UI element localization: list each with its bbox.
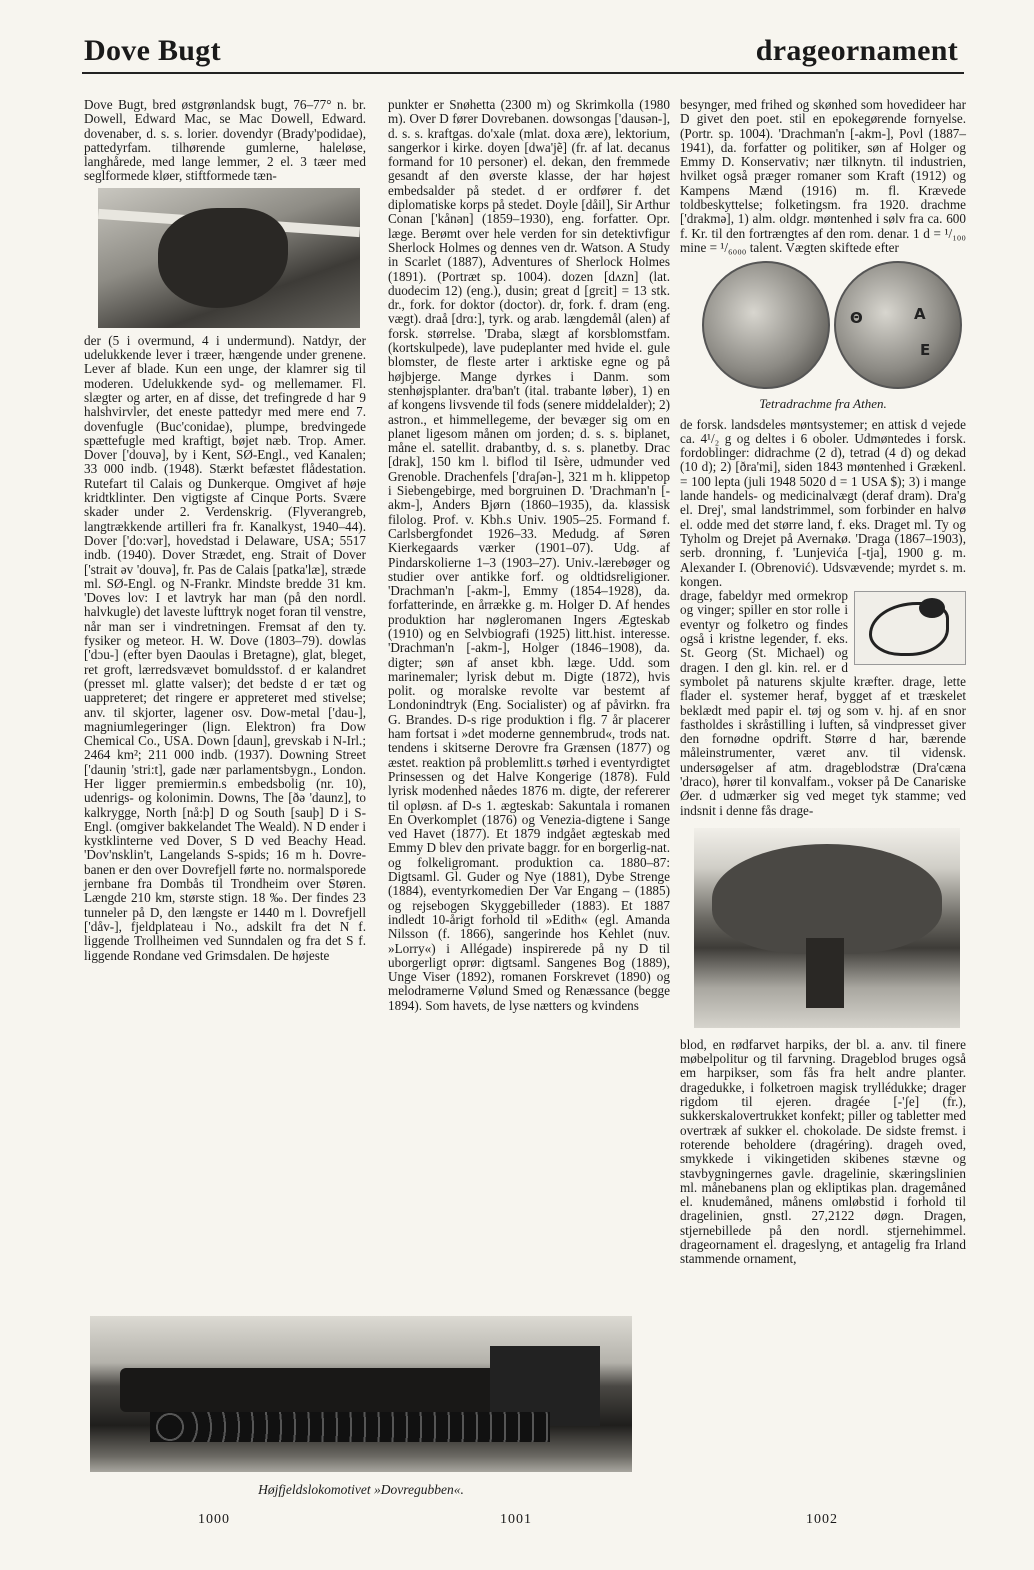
column-3 xyxy=(680,98,966,1267)
coin-caption: Tetradrachme fra Athen. xyxy=(759,396,887,412)
header-right-word: drageornament xyxy=(755,34,958,67)
coin-photo xyxy=(694,261,966,393)
dragon-illustration xyxy=(854,591,966,665)
sloth-shape xyxy=(158,208,288,308)
column-1-text-bottom: der (5 i overmund, 4 i undermund). Natdyr, der udelukkende lever i træer, hængende under grenene. Lever af blade. Kun een unge, der klamrer sig til moderen. Udelukkende syd- og mellemamer. Fl. slægter og arter, en af disse, det trefingrede d har 9 halshvirvler, det eneste pattedyr med mere end 7. dovenfugle (Buc'conidae), plumpe, bredvingede spættefugle med kraftigt, bøjet næb. Trop. Amer. Dover ['douvə], by i Kent, SØ-Engl., ved Kanalen; 33 000 indb. (1948). Stærkt befæstet flådestation. Rutefart til Calais og Dunkerque. Omgivet af høje kridtklinter. Den vigtigste af Cinque Ports. Svære skader under 2. Verdenskrig. (Flyverangreb, langtrækkende artilleri fra fr. Kanalkyst, 1940–44). Dover ['do:vər], hovedstad i Delaware, USA; 5517 indb. (1940). Dover Strædet, eng. Strait of Dover ['strait əv 'douvə], fr. Pas de Calais [patka'læ], stræde ml. SØ-Engl. og N-Frankr. Mindste bredde 31 km. 'Doves lov: I et lavtryk har man (på den nordl. halvkugle) det laveste lufttryk noget foran til venstre, når man ser i vindretningen. Fremsat af den ty. fysiker og meteor. H. W. Dove (1803–79). dowlas ['dɔu-] (efter byen Daoulas i Bretagne), glat, bleget, ret groft, lærredsvævet bomuldsstof. d er kalandret (presset ml. glatte valser); det bedste d er tæt og uappreteret; det ringere er appreteret med stivelse; anv. til skjorter, lagener osv. Dow-metal ['dau-], magniumlegeringer (lign. Elektron) fra Dow Chemical Co., USA. Down [daun], grevskab i N-Irl.; 2464 km²; 211 000 indb. (1937). Downing Street ['dauniŋ 'stri:t], gade nær parlamentsbygn., London. Her ligger premiermin.s embedsbolig (nr. 10), udenrigs- og kolonimin. Downs, The [ðə 'daunz], to kalkrygge, North [nå:þ] D og South [sauþ] D i S-Engl. (omgiver bakkelandet The Weald). N D ender i kystklinterne ved Dover, S D ved Beachy Head. 'Dov'nsklin't, Langelands S-spids; 16 m h. Dovre-banen er den over Dovrefjell førte no. normalsporede jernbane fra Dombås til Trondheim over Støren. Længde 210 km, største stign. 18 ‰. Der findes 23 tunneler på D, den længste er 1440 m l. Dovrefjell ['dåv-], fjeldplateau i No., adskilt fra det N f. liggende Trollheimen ved Sunndalen og fra det S f. liggende Rondane ved Grimsdalen. De højeste xyxy=(84,332,366,963)
coin-letter-epsilon: E xyxy=(920,341,931,360)
column-1 xyxy=(84,98,366,963)
column-2-text: punkter er Snøhetta (2300 m) og Skrimkolla (1980 m). Over D fører Dovrebanen. dowsongas ['dausən-], d. s. s. kraftgas. do'xale (mlat. doxa ære), lektorium, sangerkor i kirke. doyen [dwa'jẽ] (fr. af lat. decanus formand for 10 personer) el. dekan, den fremmede gesandt af den øverste klasse, der har højest embedsalder på stedet. d er ordfører f. det diplomatiske korps på stedet. Doyle [dåil], Sir Arthur Conan ['kånən] (1859–1930), eng. forfatter. Opr. læge. Berømt over hele verden for sin detektivfigur Sherlock Holmes og dennes ven dr. Watson. A Study in Scarlet (1887), Adventures of Sherlock Holmes (1891). (Portræt sp. 1004). dozen [dʌzn] (lat. duodecim 12) (eng.), dusin; great d [grɛit] = 13 stk. dr., fork. for doktor (doctor). dr, fork. f. dram (eng. vægt). draå [drɑ:], tyrk. og arab. længdemål (alen) af forsk. størrelse. 'Draba, slægt af korsblomstfam. (kortskulpede), lave pudeplanter med hvide el. gule blomster, de fleste arter i arktiske egne og på højbjerge. Mange dyrkes i Danm. som stenhøjsplanter. dra'ban't (ital. trabante løber), 1) en af kongens livsvende til fods (senere middelalder); 2) astron., et himmellegeme, der bevæger sig om en planet ligesom månen om jorden; d. s. s. biplanet, måne el. satellit. drabantby, d. s. s. planetby. Drac [drak], 150 km l. biflod til Isère, udmunder ved Grenoble. Drachenfels ['draʃən-], 321 m h. klippetop i Siebengebirge, med borgruinen D. 'Drachman'n [-akm-], Anders Bjørn (1860–1935), da. klassisk filolog. Prof. v. Kbh.s Univ. 1905–25. Formand f. Carlsbergfondet 1926–33. Medudg. af Søren Kierkegaards værker (1901–07). Udg. af Pindarskolierne 1–3 (1903–27). Univ.-lærebøger og studier over antikke forf. og oldtidsreligioner. 'Drachman'n [-akm-], Emmy (1854–1928), da. forfatterinde, en årrække g. m. Holger D. Af hendes produktion har nøgleromanen Ingers Ægteskab (1910) og en Selvbiografi (1925) litt.hist. interesse. 'Drachman'n [-akm-], Holger (1846–1908), da. digter; søn af anset kbh. læge. Udd. som marinemaler; lyrisk debut m. Digte (1872), hvis polit. og moralske revolte var bestemt af Londonindtryk (Eng. Socialister) og af påvirkn. fra G. Brandes. D-s rige produktion i flg. 7 år placerer ham fortsat i »det moderne gennembrud«, trods nat. tendens i skitserne Derovre fra Grænsen (1877) og æstet. reaktion på problemlitt.s tørhed i eventyrdigtet Prinsessen og det Halve Kongerige (1878). Fuld lyrisk modenhed nåedes 1876 m. digte, der refererer til opløsn. af D-s 1. ægteskab: Sakuntala i romanen En Overkomplet (1876) og Venezia-digtene i Sange ved Havet (1877). Et 1879 indgået ægteskab med Emmy D blev den private baggr. for en borgerlig-nat. og folkeligromant. produktion ca. 1880–87: Digtsaml. Gl. Guder og Nye (1881), Dybe Strenge (1884), eventyrkomedien Der Var Engang – (1885) og rejsebogen Skyggebilleder (1883). Et 1887 indledt 10-årigt forhold til »Edith« (egl. Amanda Nilsson (f. 1866), sangerinde hos Kehlet (nuv. »Lorry«) i Allégade) inspirerede på ny D til uborgerligt oprør: digtsaml. Sangenes Bog (1889), Unge Viser (1892), romanen Forskrevet (1890) og melodramerne Vølund Smed og Renæssance (begge 1894). Som havets, de lyse nætters og kvindens xyxy=(388,97,670,1013)
column-3-text-2: de forsk. landsdeles møntsystemer; en attisk d vejede ca. 4¹/₂ g og deltes i 6 oboler. Udmøntedes i forsk. fordoblinger: didrachme (2 d), tetrad (4 d) og dekad (10 d); 2) [ðra'mi], siden 1843 møntenhed i Grækenl. = 100 lepta (juli 1948 5020 d = 1 USA $); 3) i mange lande handels- og medicinalvægt (deraf dram). Dra'g el. Drej', smal landstrimmel, som forbinder en halvø el. odde med det større land, f. eks. Draget ml. Ty og Tyholm og Drejet på Avernakø. 'Draga (1867–1903), serb. dronning, f. 'Lunjevića [-tja], 1900 g. m. Alexander I. (Obrenović). Udsvævende; myrdet s. m. kongen. xyxy=(680,416,966,589)
coin-owl xyxy=(834,261,962,389)
locomotive-wheels-shape xyxy=(150,1412,550,1442)
page-number-left: 1000 xyxy=(198,1512,230,1527)
locomotive-caption: Højfjeldslokomotivet »Dovregubben«. xyxy=(258,1482,464,1497)
column-1-text-top: Dove Bugt, bred østgrønlandsk bugt, 76–77° n. br. Dowell, Edward Mac, se Mac Dowell, Edward. dovenaber, d. s. s. lorier. dovendyr (Brady'podidae), pattedyrfam. tilhørende gumlerne, haleløse, langhårede, med lange lemmer, 2 el. 3 tæer med seglformede kløer, stiftformede tæn- xyxy=(84,97,366,184)
coin-letter-theta: Θ xyxy=(850,309,863,328)
tree-trunk-shape xyxy=(806,938,844,1008)
header-left-word: Dove Bugt xyxy=(84,34,221,67)
column-2 xyxy=(388,98,670,1013)
column-3-text-1: besynger, med frihed og skønhed som hovedideer har D givet den poet. stil en epokegørende fornyelse. (Portr. sp. 1004). 'Drachman'n [-akm-], Povl (1887–1941), da. forfatter og politiker, søn af Holger og Emmy D. Konservativ; nær tilknytn. til industrien, hvilket også præger romaner som Kraft (1912) og Kampens Mænd (1916) m. fl. Krævede toldbeskyttelse; folketingsm. fra 1920. drachme ['drakmə], 1) alm. oldgr. møntenhed i sølv fra ca. 600 f. Kr. til den fortrængtes af den rom. denar. 1 d = ¹/₁₀₀ mine = ¹/₆₀₀₀ talent. Vægten skiftede efter xyxy=(680,97,966,255)
dragon-head-shape xyxy=(919,598,945,618)
dragon-tree-photo xyxy=(694,828,960,1028)
coin-letter-alpha: A xyxy=(914,305,926,324)
page-number-right: 1002 xyxy=(806,1512,838,1527)
header-rule xyxy=(82,72,964,74)
column-3-text-3: drage, fabeldyr med ormekrop og vinger; spiller en stor rolle i eventyr og folketro og findes også i kristne legender, f. eks. St. Georg (St. Michael) og dragen. I den gl. kin. rel. er d symbolet på naturens skjulte kræfter. drage, lette flader el. systemer heraf, bygget af et træskelet beklædt med papir el. tøj og som v. hj. af en snor fastholdes i skråstilling i luften, så vindpresset giver den fornødne opdrift. Større d har, bærende måleinstrumenter, været anv. til vidensk. undersøgelser af atm. drageblodstræ (Dra'cæna 'draco), hører til konvalfam., vokser på De Canariske Øer. d udmærker sig ved meget tyk stamme; ved indsnit i denne fås drage- xyxy=(680,588,966,818)
page-number-middle: 1001 xyxy=(500,1512,532,1527)
locomotive-photo xyxy=(90,1316,632,1472)
column-3-text-4: blod, en rødfarvet harpiks, der bl. a. anv. til finere møbelpolitur og til farvning. Drageblod bruges også em harpikser, som fås fra helt andre planter. dragedukke, i folketroen magisk tryllédukke; drager rigdom til ejeren. dragée [-'ʃe] (fr.), sukkerskalovertrukket konfekt; piller og tabletter med overtræk af sukker el. chokolade. De sidste fremst. i roterende beholdere (dragéring). drageh oved, smykkede i vikingetiden skibenes stævne og stavbygningernes gavle. dragelinie, skæringslinien ml. månebanens plan og ekliptikas plan. dragemåned el. knudemåned, månens omløbstid i forhold til dragelinien, gnstl. 27,2122 døgn. Dragen, stjernebillede på den nordl. stjernehimmel. drageornament el. drageslyng, et antagelig fra Irland stammende ornament, xyxy=(680,1036,966,1267)
coin-athena-head xyxy=(702,261,830,389)
sloth-photo xyxy=(98,188,360,328)
